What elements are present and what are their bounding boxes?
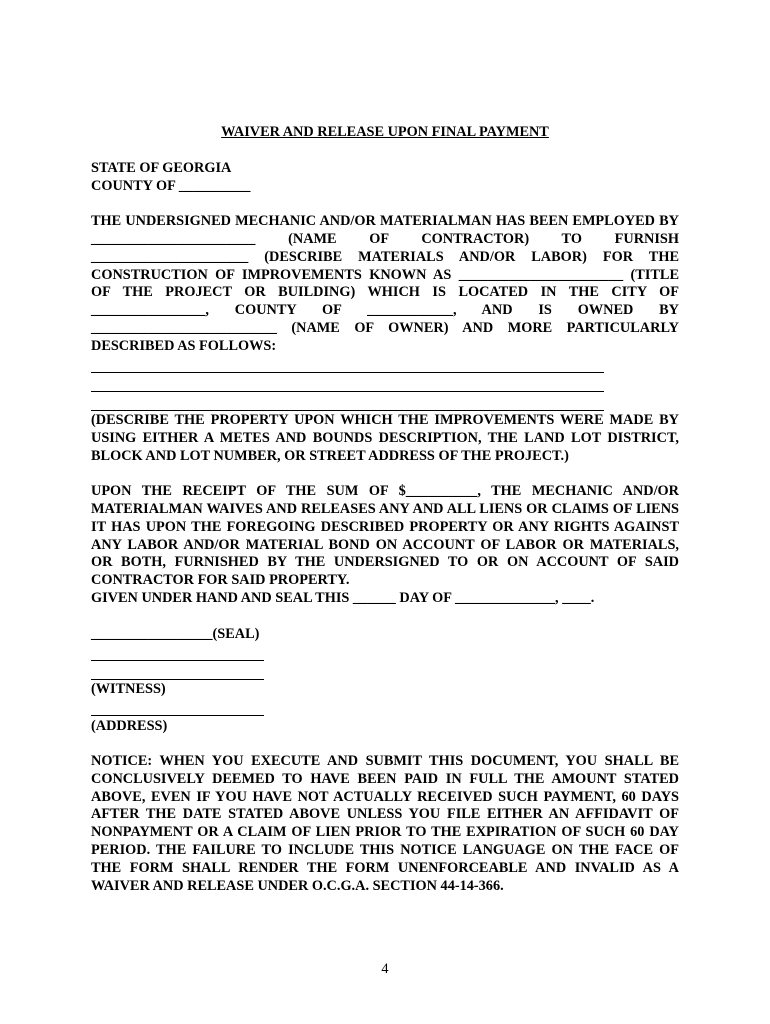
property-description-paragraph: (DESCRIBE THE PROPERTY UPON WHICH THE IMPROVEMENTS WERE MADE BY USING EITHER A METES AND BOUNDS DESCRIPTION, THE LAND LOT DISTRICT, BLOCK AND LOT NUMBER, OR STREET ADDRESS OF THE PROJECT.)	[91, 411, 679, 464]
document-body	[91, 124, 679, 895]
description-line-1	[91, 356, 604, 374]
seal-signature-line: _________________(SEAL)	[91, 625, 260, 642]
given-line: GIVEN UNDER HAND AND SEAL THIS ______ DAY OF ______________, ____.	[91, 589, 595, 606]
release-paragraph: UPON THE RECEIPT OF THE SUM OF $__________, THE MECHANIC AND/OR MATERIALMAN WAIVES AND RELEASES ANY AND ALL LIENS OR CLAIMS OF LIENS IT HAS UPON THE FOREGOING DESCRIBED PROPERTY OR ANY RIGHTS AGAINST ANY LABOR AND/OR MATERIAL BOND ON ACCOUNT OF LABOR OR MATERIALS, OR BOTH, FURNISHED BY THE UNDERSIGNED TO OR ON ACCOUNT OF SAID CONTRACTOR FOR SAID PROPERTY.	[91, 483, 679, 589]
witness-label: (WITNESS)	[91, 680, 166, 697]
employment-paragraph: THE UNDERSIGNED MECHANIC AND/OR MATERIALMAN HAS BEEN EMPLOYED BY _______________________ (NAME OF CONTRACTOR) TO FURNISH ______________________ (DESCRIBE MATERIALS AND/OR LABOR) FOR THE CONSTRUCTION OF IMPROVEMENTS KNOWN AS _______________________ (TITLE OF THE PROJECT OR BUILDING) WHICH IS LOCATED IN THE CITY OF ________________, COUNTY OF ____________, AND IS OWNED BY __________________________ (NAME OF OWNER) AND MORE PARTICULARLY DESCRIBED AS FOLLOWS:	[91, 213, 679, 354]
description-line-3	[91, 393, 604, 411]
state-line: STATE OF GEORGIA	[91, 159, 232, 176]
notice-paragraph: NOTICE: WHEN YOU EXECUTE AND SUBMIT THIS DOCUMENT, YOU SHALL BE CONCLUSIVELY DEEMED TO HAVE BEEN PAID IN FULL THE AMOUNT STATED ABOVE, EVEN IF YOU HAVE NOT ACTUALLY RECEIVED SUCH PAYMENT, 60 DAYS AFTER THE DATE STATED ABOVE UNLESS YOU FILE EITHER AN AFFIDAVIT OF NONPAYMENT OR A CLAIM OF LIEN PRIOR TO THE EXPIRATION OF SUCH 60 DAY PERIOD. THE FAILURE TO INCLUDE THIS NOTICE LANGUAGE ON THE FACE OF THE FORM SHALL RENDER THE FORM UNENFORCEABLE AND INVALID AS A WAIVER AND RELEASE UNDER O.C.G.A. SECTION 44-14-366.	[91, 753, 679, 894]
address-blank	[91, 699, 264, 717]
description-line-2	[91, 374, 604, 392]
document-title: WAIVER AND RELEASE UPON FINAL PAYMENT	[221, 124, 549, 140]
county-line: COUNTY OF __________	[91, 177, 251, 194]
page-number: 4	[381, 961, 389, 977]
signature-blank-2	[91, 662, 264, 680]
address-label: (ADDRESS)	[91, 717, 168, 734]
signature-blank-1	[91, 643, 264, 661]
